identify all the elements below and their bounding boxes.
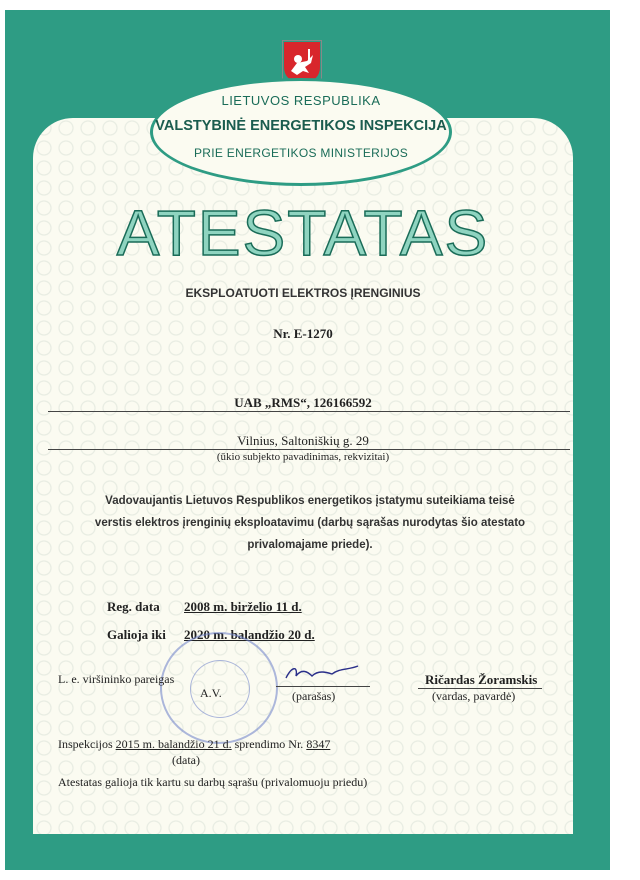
decision-number: 8347 <box>306 737 331 751</box>
certificate-number: Nr. E-1270 <box>273 326 333 341</box>
signature-caption: (parašas) <box>292 689 336 703</box>
footer-note: Atestatas galioja tik kartu su darbų sąrašu (privalomuoju priedu) <box>58 775 368 789</box>
address-line <box>48 449 570 450</box>
decision-middle: sprendimo Nr. <box>234 737 304 751</box>
address-caption: (ūkio subjekto pavadinimas, rekvizitai) <box>216 451 390 463</box>
name-caption: (vardas, pavardė) <box>432 689 516 703</box>
stamp-place: A.V. <box>200 686 222 700</box>
permission-paragraph <box>90 490 530 556</box>
company-address: Vilnius, Saltoniškių g. 29 <box>237 433 369 448</box>
paragraph-line: privalomajame priede). <box>247 539 373 551</box>
paragraph-line: Vadovaujantis Lietuvos Respublikos energetikos įstatymu suteikiama teisė <box>105 495 515 507</box>
signature-line <box>276 686 370 687</box>
decision-prefix: Inspekcijos <box>58 737 113 751</box>
republic-label: LIETUVOS RESPUBLIKA <box>221 93 381 108</box>
document-subtitle: EKSPLOATUOTI ELEKTROS ĮRENGINIUS <box>185 286 421 300</box>
ministry-label: PRIE ENERGETIKOS MINISTERIJOS <box>193 146 409 160</box>
reg-date-value: 2008 m. birželio 11 d. <box>184 599 302 614</box>
company-name: UAB „RMS“, 126166592 <box>234 395 372 410</box>
decision-date-caption: (data) <box>172 753 200 767</box>
inspection-name: VALSTYBINĖ ENERGETIKOS INSPEKCIJA <box>155 118 447 134</box>
signature-icon <box>282 662 362 684</box>
reg-date-label: Reg. data <box>107 599 160 614</box>
valid-until-label: Galioja iki <box>107 627 166 642</box>
decision-date: 2015 m. balandžio 21 d. <box>115 737 232 751</box>
document-title: ATESTATAS <box>116 197 490 269</box>
signer-role: L. e. viršininko pareigas <box>58 672 175 686</box>
paragraph-line: verstis elektros įrenginių eksploatavimu (darbų sąrašas nurodytas šio atestato <box>94 517 526 529</box>
decision-line <box>58 737 330 752</box>
valid-until-value: 2020 m. balandžio 20 d. <box>184 627 315 642</box>
signer-name: Ričardas Žoramskis <box>425 672 538 687</box>
company-line <box>48 411 570 412</box>
